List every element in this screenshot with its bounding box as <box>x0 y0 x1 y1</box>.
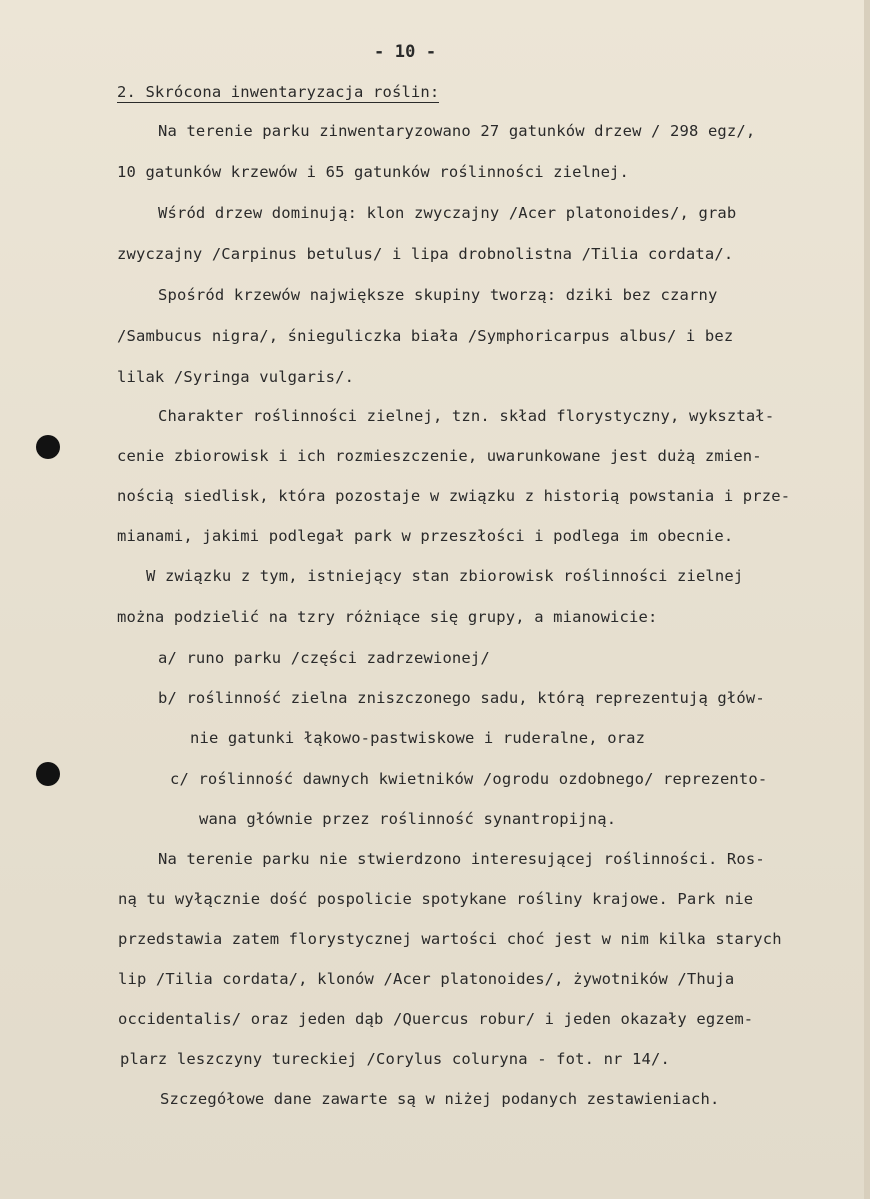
text-line: można podzielić na tzry różniące się grupy, a mianowicie: <box>117 608 658 626</box>
text-line: Na terenie parku zinwentaryzowano 27 gatunków drzew / 298 egz/, <box>158 122 756 140</box>
text-line: przedstawia zatem florystycznej wartości choć jest w nim kilka starych <box>118 930 782 948</box>
text-line: occidentalis/ oraz jeden dąb /Quercus robur/ i jeden okazały egzem- <box>118 1010 754 1028</box>
list-item: b/ roślinność zielna zniszczonego sadu, którą reprezentują głów- <box>158 689 765 707</box>
text-line: Na terenie parku nie stwierdzono interesującej roślinności. Ros- <box>158 850 765 868</box>
text-line: Wśród drzew dominują: klon zwyczajny /Acer platonoides/, grab <box>158 204 737 222</box>
text-line: Charakter roślinności zielnej, tzn. skład florystyczny, wykształ- <box>158 407 775 425</box>
text-line: plarz leszczyny tureckiej /Corylus coluryna - fot. nr 14/. <box>120 1050 670 1068</box>
text-line: ną tu wyłącznie dość pospolicie spotykane rośliny krajowe. Park nie <box>118 890 754 908</box>
text-line: W związku z tym, istniejący stan zbiorowisk roślinności zielnej <box>146 567 744 585</box>
text-line: mianami, jakimi podlegał park w przeszłości i podlega im obecnie. <box>117 527 734 545</box>
section-heading: 2. Skrócona inwentaryzacja roślin: <box>117 83 440 101</box>
text-line: zwyczajny /Carpinus betulus/ i lipa drobnolistna /Tilia cordata/. <box>117 245 734 263</box>
text-line: /Sambucus nigra/, śnieguliczka biała /Symphoricarpus albus/ i bez <box>117 327 734 345</box>
punch-hole <box>36 762 60 786</box>
text-line: cenie zbiorowisk i ich rozmieszczenie, uwarunkowane jest dużą zmien- <box>117 447 762 465</box>
list-item: a/ runo parku /części zadrzewionej/ <box>158 649 490 667</box>
punch-hole <box>36 435 60 459</box>
list-item-continuation: wana głównie przez roślinność synantropijną. <box>199 810 617 828</box>
text-line: lip /Tilia cordata/, klonów /Acer platonoides/, żywotników /Thuja <box>118 970 735 988</box>
list-item: c/ roślinność dawnych kwietników /ogrodu ozdobnego/ reprezento- <box>170 770 768 788</box>
text-line: nością siedlisk, która pozostaje w związku z historią powstania i prze- <box>117 487 791 505</box>
text-line: Spośród krzewów największe skupiny tworzą: dziki bez czarny <box>158 286 718 304</box>
text-line: Szczegółowe dane zawarte są w niżej podanych zestawieniach. <box>160 1090 720 1108</box>
page-number: - 10 - <box>374 42 437 62</box>
text-line: lilak /Syringa vulgaris/. <box>117 368 355 386</box>
text-line: 10 gatunków krzewów i 65 gatunków roślinności zielnej. <box>117 163 630 181</box>
list-item-continuation: nie gatunki łąkowo-pastwiskowe i ruderalne, oraz <box>190 729 646 747</box>
